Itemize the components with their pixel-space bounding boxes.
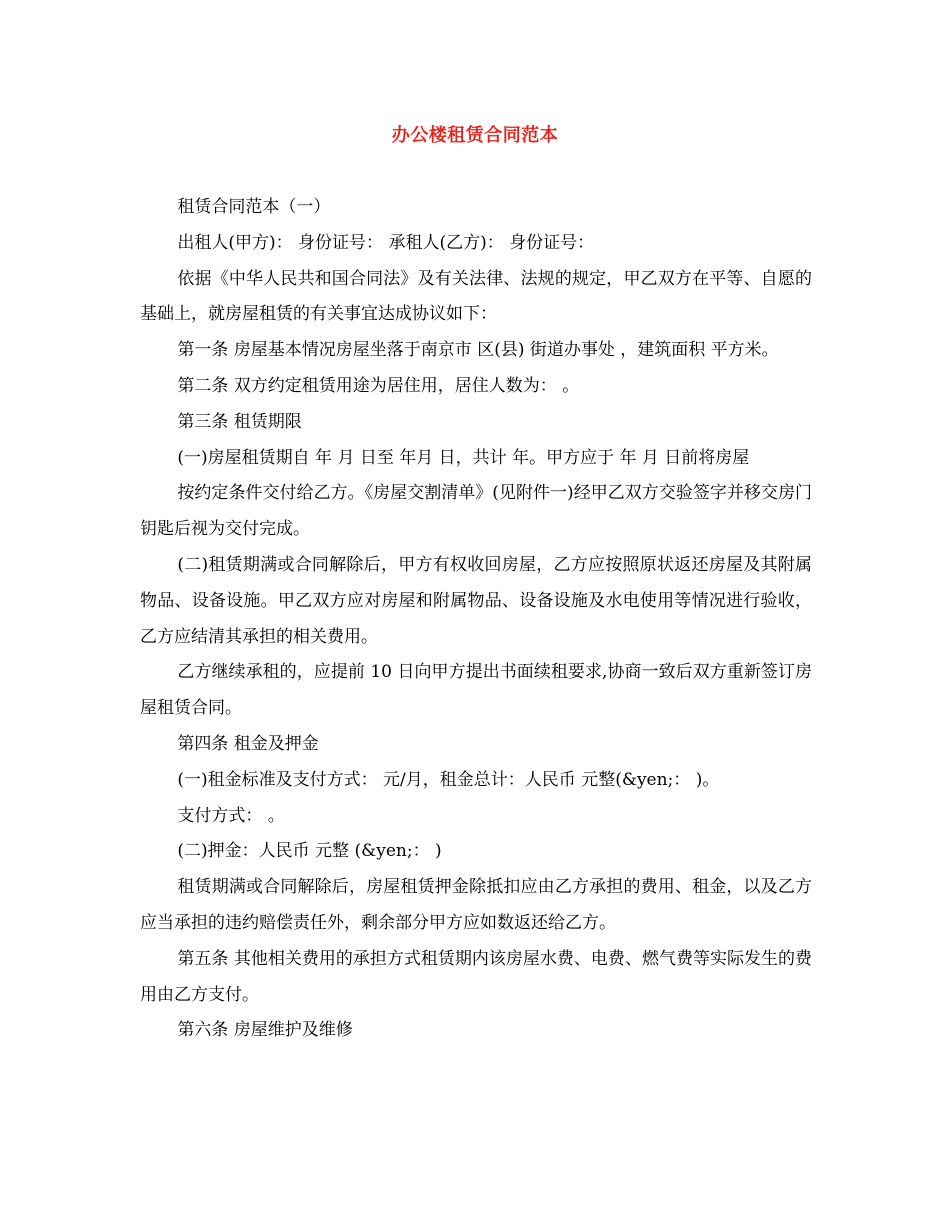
paragraph-article-3-clause-1: (一)房屋租赁期自 年 月 日至 年月 日，共计 年。甲方应于 年 月 日前将房屋 [177,447,750,468]
paragraph-article-4-deposit: (二)押金：人民币 元整 (&yen;： ) [177,841,442,862]
paragraph-article-1: 第一条 房屋基本情况房屋坐落于南京市 区(县) 街道办事处 ，建筑面积 平方米。 [177,340,779,361]
paragraph-renewal: 乙方继续承租的，应提前 10 日向甲方提出书面续租要求,协商一致后双方重新签订房屋租赁合同。 [140,662,812,719]
paragraph-article-5: 第五条 其他相关费用的承担方式租赁期内该房屋水费、电费、燃气费等实际发生的费用由乙方支付。 [140,948,812,1005]
paragraph-deposit-return: 租赁期满或合同解除后，房屋租赁押金除抵扣应由乙方承担的费用、租金，以及乙方应当承担的违约赔偿责任外，剩余部分甲方应如数返还给乙方。 [140,877,812,933]
paragraph-article-4-heading: 第四条 租金及押金 [177,733,319,754]
paragraph-article-4-rent: (一)租金标准及支付方式： 元/月，租金总计：人民币 元整(&yen;： )。 [177,769,720,790]
document-title: 办公楼租赁合同范本 [391,125,559,146]
paragraph-parties: 出租人(甲方)： 身份证号： 承租人(乙方)： 身份证号： [177,232,595,253]
paragraph-article-2: 第二条 双方约定租赁用途为居住用，居住人数为： 。 [177,375,580,396]
paragraph-contract-heading: 租赁合同范本（一） [177,197,331,217]
paragraph-article-6-heading: 第六条 房屋维护及维修 [177,1020,353,1041]
paragraph-article-3-clause-2: (二)租赁期满或合同解除后，甲方有权收回房屋，乙方应按照原状返还房屋及其附属物品、设备设施。甲乙双方应对房屋和附属物品、设备设施及水电使用等情况进行验收，乙方应结清其承担的相关费用。 [140,554,812,647]
paragraph-payment-method: 支付方式： 。 [177,805,285,826]
paragraph-basis: 依据《中华人民共和国合同法》及有关法律、法规的规定，甲乙双方在平等、自愿的基础上，就房屋租赁的有关事宜达成协议如下： [140,268,812,325]
paragraph-article-3-heading: 第三条 租赁期限 [177,411,302,432]
paragraph-article-3-delivery: 按约定条件交付给乙方。《房屋交割清单》(见附件一)经甲乙双方交验签字并移交房门钥匙后视为交付完成。 [140,483,812,540]
document-body [140,190,812,1049]
